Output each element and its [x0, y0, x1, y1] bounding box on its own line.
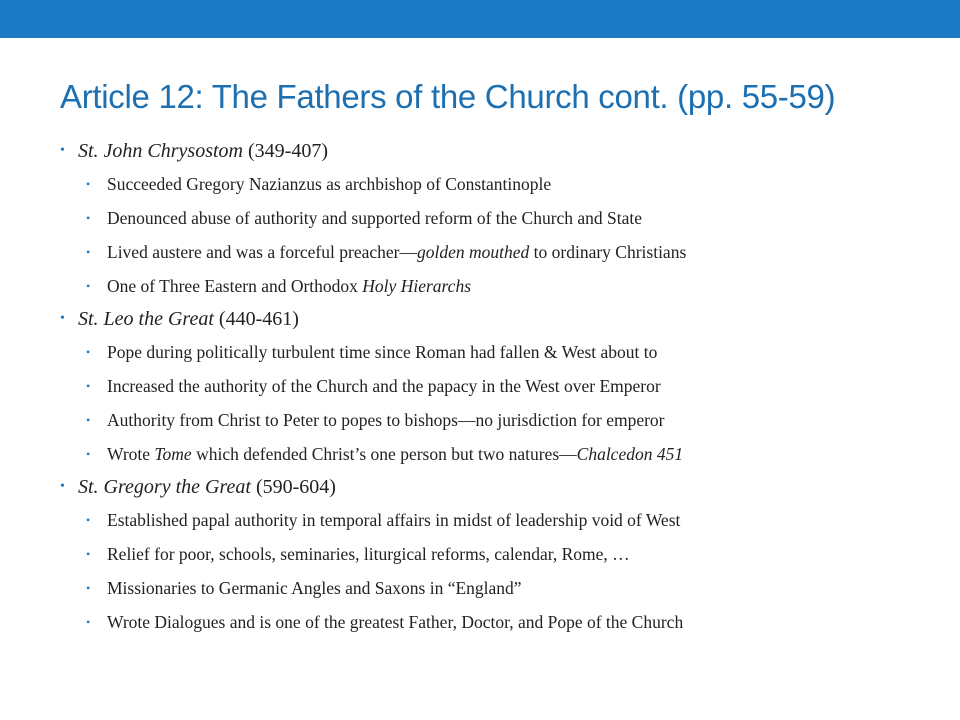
- section-leo: [60, 306, 940, 466]
- bullet-icon: •: [60, 479, 65, 494]
- list-item: • Lived austere and was a forceful preacher—golden mouthed to ordinary Christians: [86, 242, 687, 262]
- list-item: • Relief for poor, schools, seminaries, liturgical reforms, calendar, Rome, …: [86, 544, 630, 564]
- list-item: • Succeeded Gregory Nazianzus as archbishop of Constantinople: [86, 174, 552, 194]
- sub-list: [78, 340, 940, 466]
- section-name: St. Gregory the Great: [78, 476, 251, 498]
- list-item: • Increased the authority of the Church and the papacy in the West over Emperor: [86, 376, 661, 396]
- bullet-icon: •: [86, 513, 91, 527]
- list-item: • Authority from Christ to Peter to popes to bishops—no jurisdiction for emperor: [86, 410, 665, 430]
- list-item: • Denounced abuse of authority and supported reform of the Church and State: [86, 208, 643, 228]
- bullet-icon: •: [86, 615, 91, 629]
- bullet-icon: •: [60, 143, 65, 158]
- section-gregory: [60, 474, 940, 634]
- header-accent-bar: [0, 0, 960, 38]
- bullet-icon: •: [86, 211, 91, 225]
- section-chrysostom: [60, 138, 940, 298]
- bullet-icon: •: [86, 177, 91, 191]
- bullet-icon: •: [86, 379, 91, 393]
- slide-title: Article 12: The Fathers of the Church cont. (pp. 55-59): [60, 78, 836, 115]
- section-name: St. John Chrysostom: [78, 140, 243, 162]
- bullet-icon: •: [86, 279, 91, 293]
- sub-list: [78, 172, 940, 298]
- section-dates: (440-461): [218, 308, 299, 330]
- bullet-icon: •: [60, 311, 65, 326]
- bullet-icon: •: [86, 447, 91, 461]
- bullet-icon: •: [86, 245, 91, 259]
- bullet-list: [60, 138, 940, 634]
- list-item: • Wrote Tome which defended Christ’s one person but two natures—Chalcedon 451: [86, 444, 684, 464]
- list-item: • Established papal authority in temporal affairs in midst of leadership void of West: [86, 510, 681, 530]
- list-item: • Wrote Dialogues and is one of the greatest Father, Doctor, and Pope of the Church: [86, 612, 684, 632]
- bullet-icon: •: [86, 581, 91, 595]
- list-item: • Pope during politically turbulent time since Roman had fallen & West about to: [86, 342, 658, 362]
- bullet-icon: •: [86, 413, 91, 427]
- section-name: St. Leo the Great: [78, 308, 214, 330]
- list-item: • Missionaries to Germanic Angles and Saxons in “England”: [86, 578, 522, 598]
- bullet-icon: •: [86, 345, 91, 359]
- sub-list: [78, 508, 940, 634]
- bullet-icon: •: [86, 547, 91, 561]
- section-dates: (590-604): [255, 476, 336, 498]
- list-item: • One of Three Eastern and Orthodox Holy Hierarchs: [86, 276, 472, 296]
- section-dates: (349-407): [248, 140, 328, 162]
